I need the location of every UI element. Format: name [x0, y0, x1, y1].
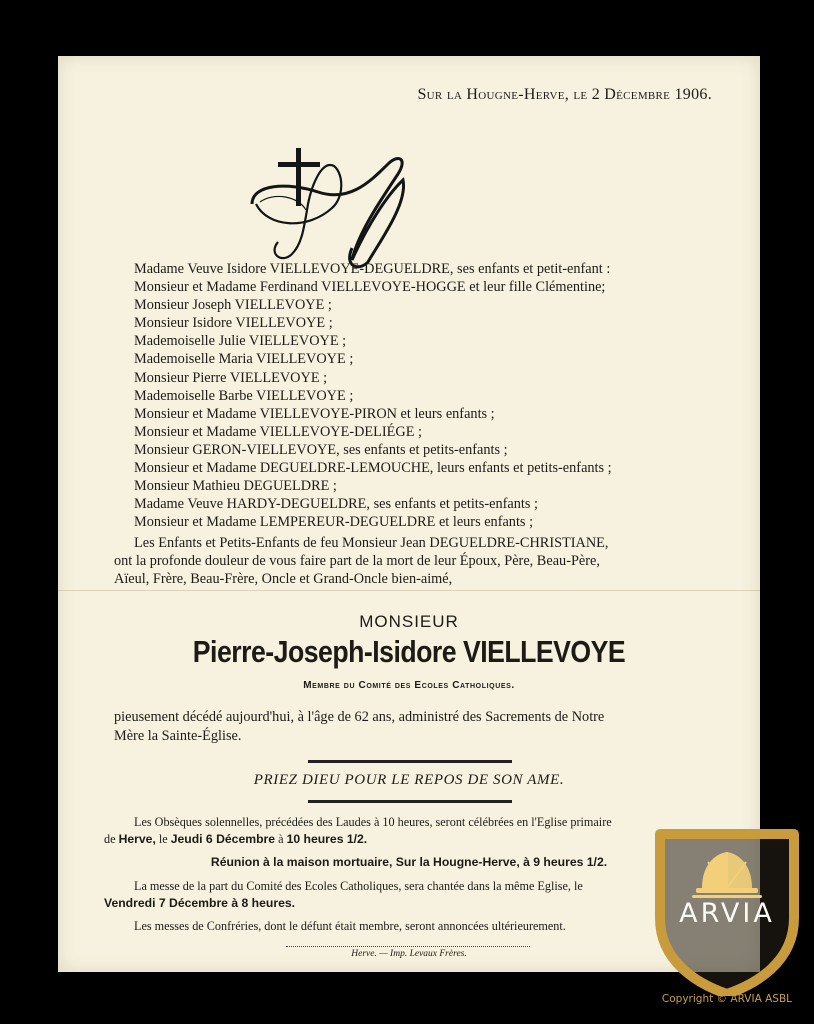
deceased-name: Pierre-Joseph-Isidore VIELLEVOYE	[192, 634, 626, 669]
mourner-line: Monsieur Mathieu DEGUELDRE ;	[134, 478, 337, 495]
mourner-line: Monsieur GERON-VIELLEVOYE, ses enfants et petits-enfants ;	[134, 441, 508, 458]
mourner-line: Monsieur et Madame VIELLEVOYE-PIRON et leurs enfants ;	[134, 405, 495, 422]
mourner-line: Monsieur et Madame DEGUELDRE-LEMOUCHE, leurs enfants et petits-enfants ;	[134, 460, 612, 477]
death-notice-line: Mère la Sainte-Église.	[114, 728, 242, 744]
funeral-notice	[104, 814, 720, 848]
announcement-line: Les Enfants et Petits-Enfants de feu Monsieur Jean DEGUELDRE-CHRISTIANE,	[134, 535, 609, 551]
mourner-line: Monsieur Joseph VIELLEVOYE ;	[134, 297, 332, 314]
announcement-line: Aïeul, Frère, Beau-Frère, Oncle et Grand-Oncle bien-aimé,	[114, 571, 453, 588]
mourner-line: Mademoiselle Barbe VIELLEVOYE ;	[134, 387, 354, 404]
announcement-line: ont la profonde douleur de vous faire part de la mort de leur Époux, Père, Beau-Père,	[114, 553, 600, 570]
meeting-text: Réunion à la maison mortuaire, Sur la Hougne-Herve, à 9 heures 1/2.	[210, 855, 608, 869]
mourner-line: Monsieur et Madame LEMPEREUR-DEGUELDRE et leurs enfants ;	[134, 514, 534, 531]
mourner-line: Monsieur et Madame Ferdinand VIELLEVOYE-HOGGE et leur fille Clémentine;	[134, 279, 606, 296]
mourner-line: Madame Veuve Isidore VIELLEVOYE-DEGUELDRE, ses enfants et petit-enfant :	[134, 261, 611, 277]
mourner-line: Madame Veuve HARDY-DEGUELDRE, ses enfants et petits-enfants ;	[134, 496, 538, 513]
mourner-line: Mademoiselle Maria VIELLEVOYE ;	[134, 351, 354, 368]
death-notice	[114, 708, 734, 746]
funeral-line: Les Obsèques solennelles, précédées des Laudes à 10 heures, seront célébrées en l'Eglise primaire	[134, 815, 612, 829]
mourners-list	[134, 260, 724, 531]
mourner-line: Monsieur Isidore VIELLEVOYE ;	[134, 315, 333, 332]
mass-date: Vendredi 7 Décembre à 8 heures.	[104, 896, 296, 910]
mass-line: La messe de la part du Comité des Ecoles Catholiques, sera chantée dans la même Eglise, le	[134, 879, 583, 893]
confreries-text: Les messes de Confréries, dont le défunt était membre, seront annoncées ultérieurement.	[134, 919, 566, 933]
mourner-line: Monsieur Pierre VIELLEVOYE ;	[134, 369, 328, 386]
mourner-line: Monsieur et Madame VIELLEVOYE-DELIÉGE ;	[134, 423, 422, 440]
text: à	[278, 832, 284, 846]
arvia-label: ARVIA	[679, 898, 775, 929]
divider	[308, 800, 512, 803]
mass-notice	[104, 878, 720, 912]
deceased-title: Membre du Comité des Ecoles Catholiques.	[303, 680, 515, 691]
divider	[308, 760, 512, 763]
place: Herve,	[118, 832, 156, 846]
prayer-line: PRIEZ DIEU POUR LE REPOS DE SON AME.	[253, 772, 565, 788]
death-notice-line: pieusement décédé aujourd'hui, à l'âge de 62 ans, administré des Sacrements de Notre	[114, 709, 605, 725]
mourner-line: Mademoiselle Julie VIELLEVOYE ;	[134, 333, 347, 350]
dateline: Sur la Hougne-Herve, le 2 Décembre 1906.	[417, 86, 712, 103]
deceased-honorific: MONSIEUR	[359, 612, 459, 631]
fold-line	[58, 590, 760, 591]
text: le	[158, 832, 168, 846]
announcement-paragraph	[114, 534, 724, 588]
dotted-rule	[286, 946, 530, 947]
funeral-date: Jeudi 6 Décembre	[170, 832, 276, 846]
funeral-time: 10 heures 1/2.	[286, 832, 368, 846]
funeral-line-2	[104, 831, 720, 848]
text: de	[104, 832, 116, 846]
printer-credit: Herve. — Imp. Levaux Frères.	[351, 949, 467, 959]
copyright-notice: Copyright © ARVIA ASBL	[661, 993, 792, 1005]
